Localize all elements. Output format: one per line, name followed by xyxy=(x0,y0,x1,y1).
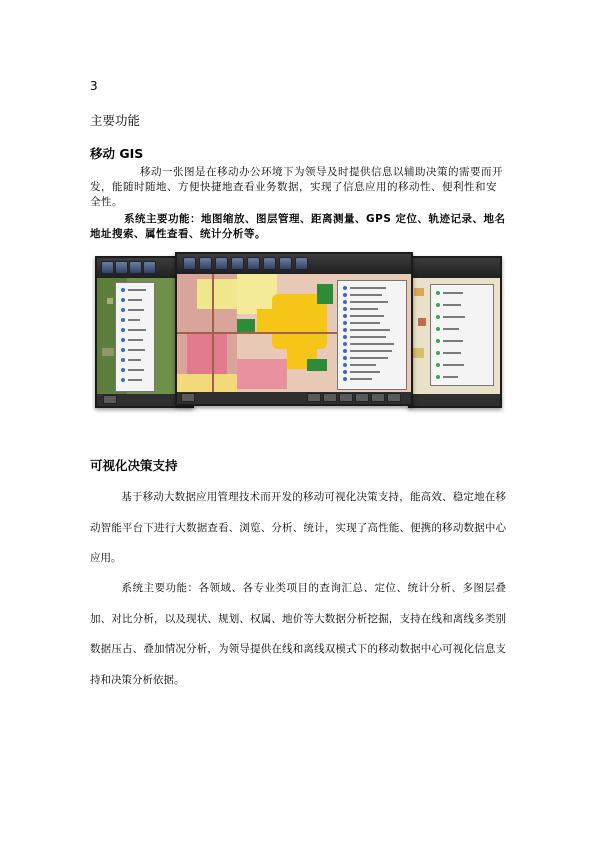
mobile-gis-paragraph-1: 移动一张图是在移动办公环境下为领导及时提供信息以辅助决策的需要而开发，能随时随地、方便快捷地查看业务数据，实现了信息应用的移动性、便利性和安全性。 xyxy=(90,166,503,208)
page-number: 3 xyxy=(90,79,98,93)
mobile-gis-heading: 移动 GIS xyxy=(90,146,144,161)
right-tablet-screenshot xyxy=(408,256,502,408)
main-heading: 主要功能 xyxy=(90,113,141,128)
center-tablet-screenshot xyxy=(175,252,413,406)
visual-decision-paragraph-1: 基于移动大数据应用管理技术而开发的移动可视化决策支持，能高效、稳定地在移动智能平台下进行大数据查看、浏览、分析、统计，实现了高性能、便携的移动数据中心应用。 xyxy=(90,491,506,564)
visual-decision-paragraph-2: 系统主要功能：各领域、各专业类项目的查询汇总、定位、统计分析、多图层叠加、对比分析，以及现状、规划、权属、地价等大数据分析挖掘，支持在线和离线多类别数据压占、叠加情况分析，为领导提供在线和离线双模式下的移动数据中心可视化信息支持和决策分析依据。 xyxy=(90,582,506,686)
mobile-gis-paragraph-2: 系统主要功能：地图缩放、图层管理、距离测量、GPS 定位、轨迹记录、地名地址搜索、属性查看、统计分析等。 xyxy=(90,213,506,240)
mobile-gis-screenshots-image xyxy=(95,252,498,407)
visual-decision-heading: 可视化决策支持 xyxy=(90,458,178,473)
